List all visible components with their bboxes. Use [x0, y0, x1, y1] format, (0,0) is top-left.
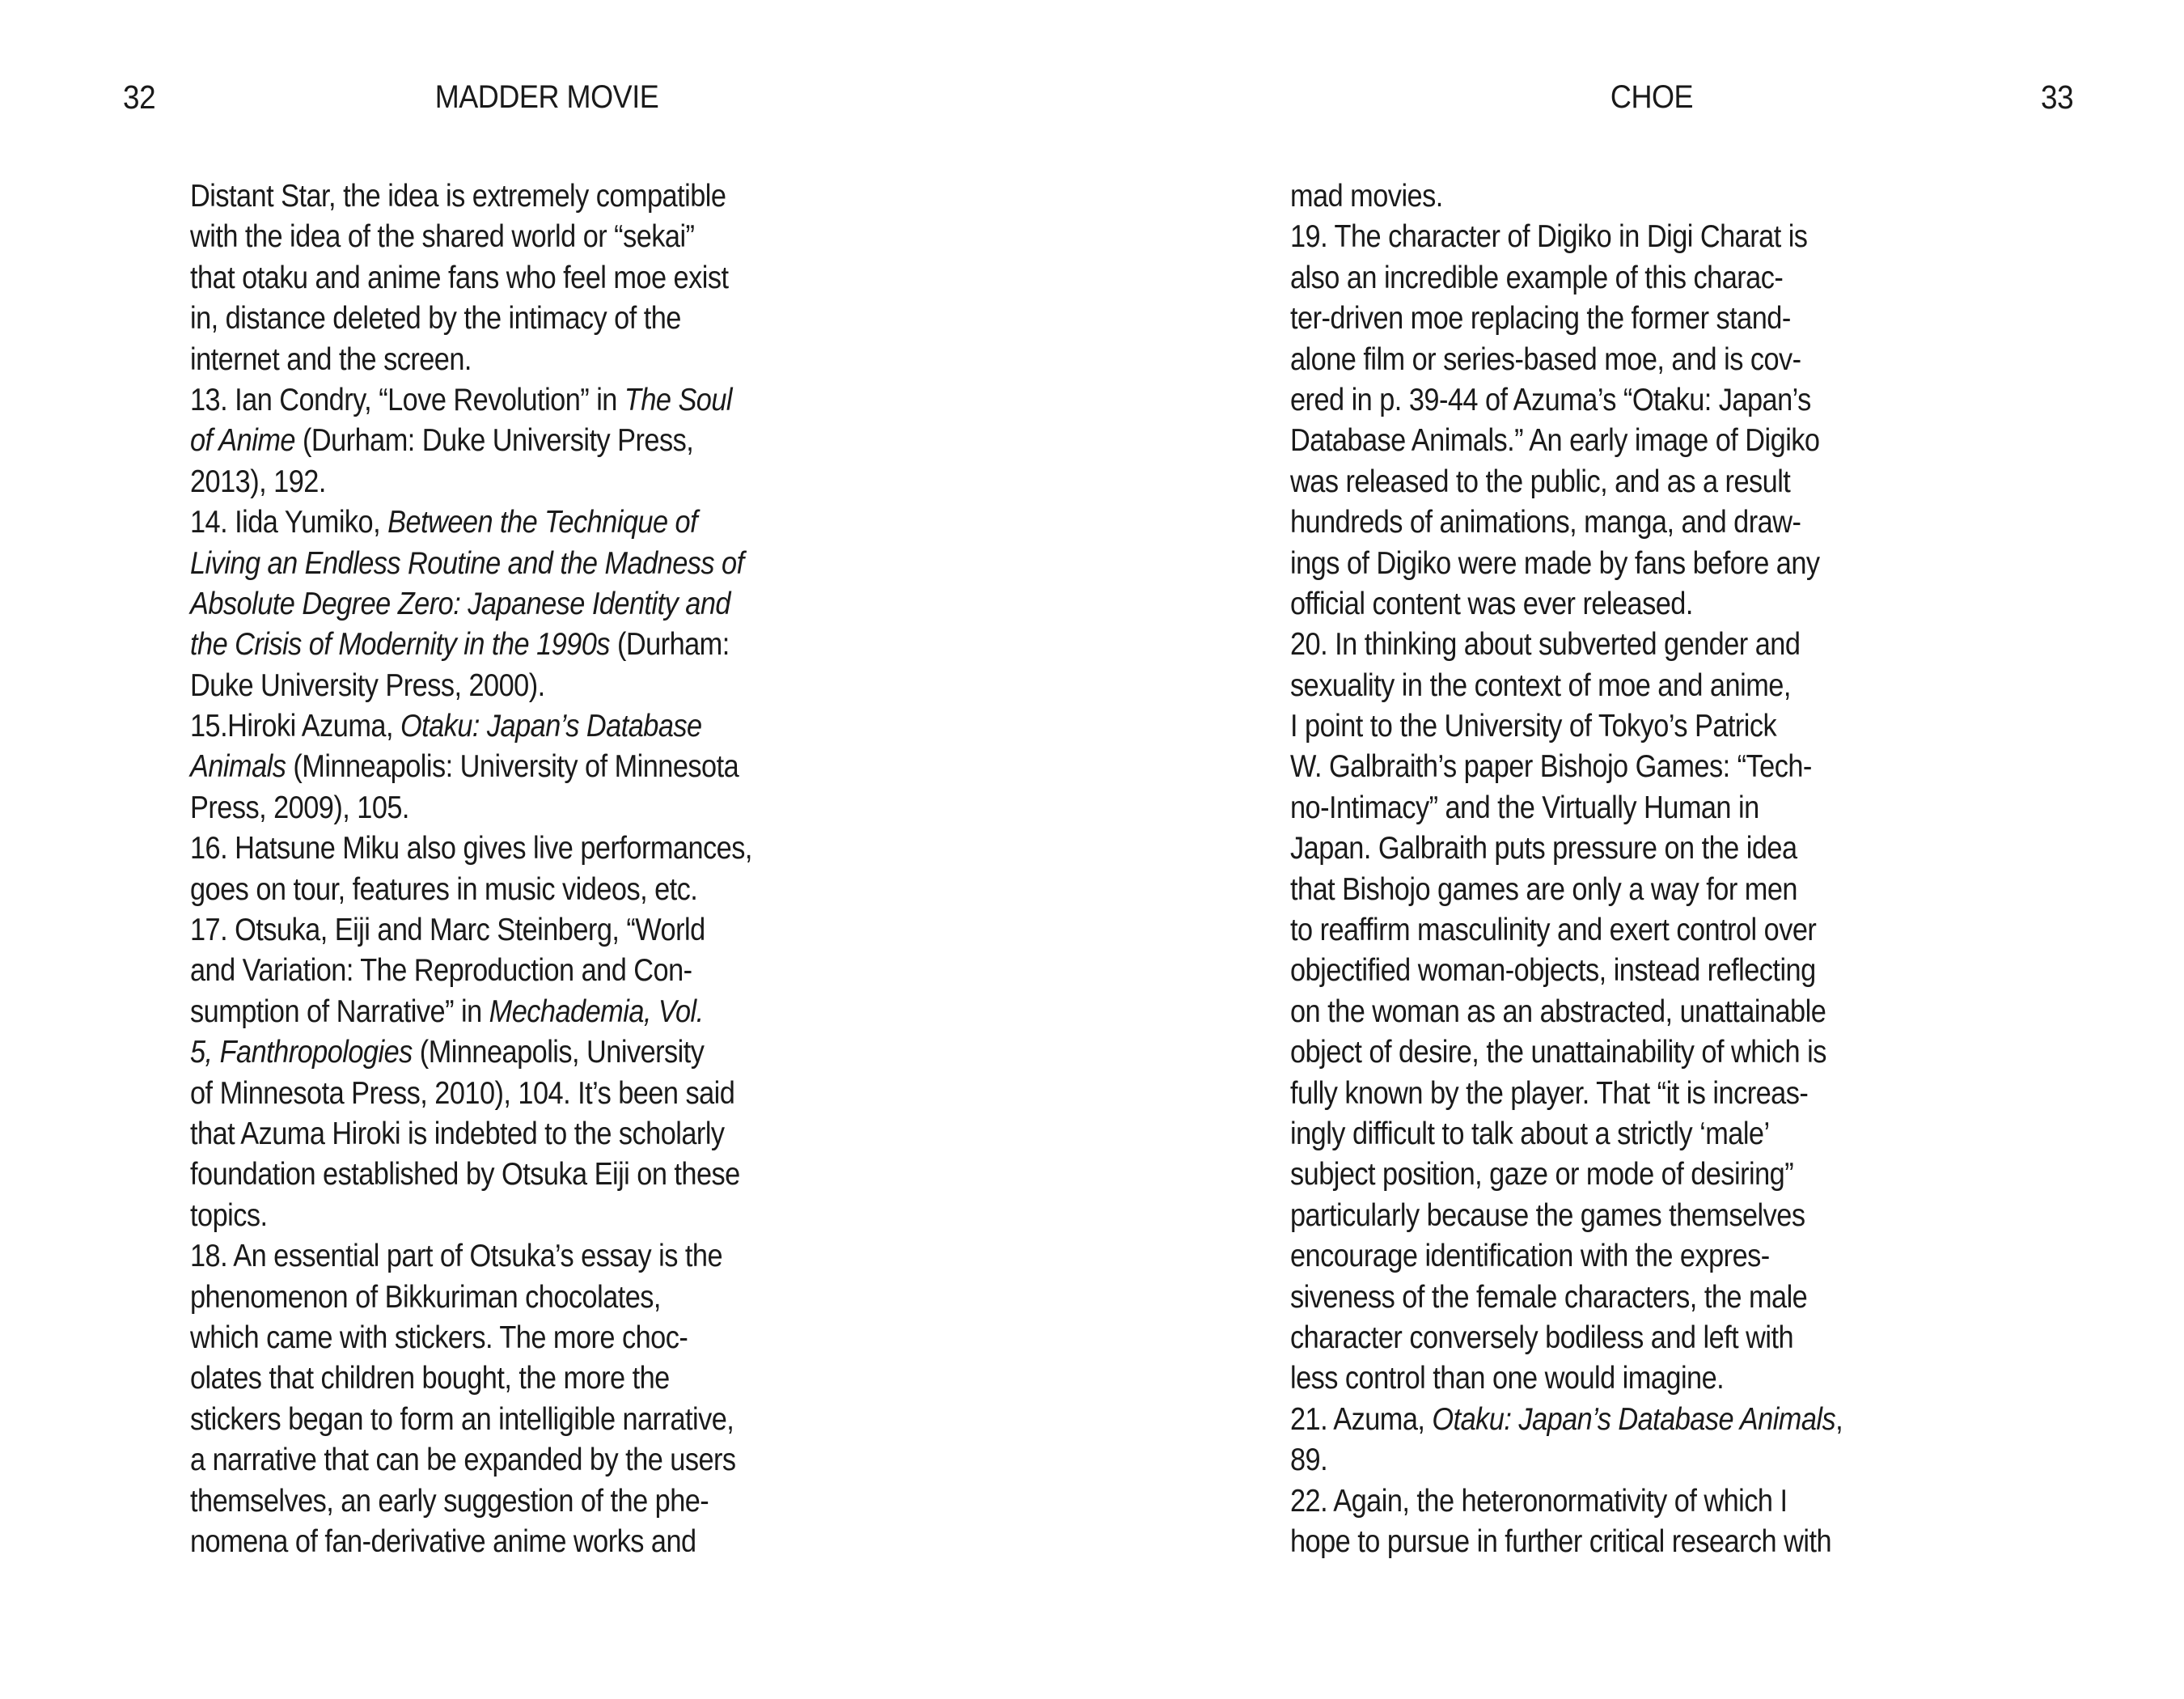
text-line	[1290, 544, 1843, 584]
text-line	[1290, 176, 1843, 217]
text-line	[190, 1155, 752, 1195]
text-line	[190, 502, 752, 543]
text-line	[1290, 340, 1843, 380]
text-line	[190, 1522, 752, 1562]
text-run: Japan. Galbraith puts pressure on the idea	[1290, 831, 1797, 866]
text-run: 89.	[1290, 1443, 1328, 1478]
italic-title: of Anime	[190, 423, 295, 459]
text-line	[1290, 1032, 1843, 1073]
text-line	[190, 217, 752, 257]
text-line	[1290, 1358, 1843, 1399]
text-line	[1290, 258, 1843, 299]
text-run: 19. The character of Digiko in Digi Charat is	[1290, 219, 1808, 255]
right-page	[1092, 0, 2184, 1699]
text-line	[1290, 992, 1843, 1032]
text-run: encourage identification with the expres-	[1290, 1239, 1770, 1274]
text-run: was released to the public, and as a result	[1290, 464, 1791, 499]
text-line	[190, 176, 752, 217]
text-line	[190, 1481, 752, 1522]
text-line	[1290, 828, 1843, 869]
text-run: sexuality in the context of moe and anime,	[1290, 667, 1791, 703]
text-run: ,	[1835, 1401, 1843, 1437]
text-line	[190, 421, 752, 461]
page-number: 32	[123, 78, 156, 116]
text-run: which came with stickers. The more choc-	[190, 1320, 688, 1355]
text-run: stickers began to form an intelligible narrative,	[190, 1401, 734, 1437]
text-run: 18. An essential part of Otsuka’s essay is the	[190, 1239, 723, 1274]
text-line	[190, 1196, 752, 1236]
text-run: goes on tour, features in music videos, etc.	[190, 871, 698, 907]
text-line	[190, 1318, 752, 1358]
text-line	[190, 666, 752, 706]
text-line	[190, 951, 752, 991]
italic-title: Living an Endless Routine and the Madness of	[190, 545, 744, 581]
text-run: fully known by the player. That “it is increas-	[1290, 1075, 1809, 1111]
italic-title: Otaku: Japan’s Database	[400, 709, 702, 744]
running-title: CHOE	[1610, 79, 1694, 115]
text-run: character conversely bodiless and left with	[1290, 1320, 1794, 1355]
text-run: topics.	[190, 1197, 268, 1233]
text-run: particularly because the games themselves	[1290, 1197, 1805, 1233]
text-line	[1290, 502, 1843, 543]
text-line	[1290, 625, 1843, 665]
text-line	[1290, 1074, 1843, 1114]
text-line	[1290, 1155, 1843, 1195]
text-run: in, distance deleted by the intimacy of the	[190, 301, 681, 337]
text-run: that otaku and anime fans who feel moe exist	[190, 260, 729, 295]
italic-title: Absolute Degree Zero: Japanese Identity and	[190, 586, 730, 621]
text-line	[1290, 788, 1843, 828]
text-run: themselves, an early suggestion of the phe-	[190, 1483, 709, 1519]
text-line	[190, 706, 752, 747]
text-run: that Azuma Hiroki is indebted to the scholarly	[190, 1116, 725, 1151]
text-run: less control than one would imagine.	[1290, 1361, 1725, 1396]
text-line	[190, 1114, 752, 1155]
text-line	[1290, 666, 1843, 706]
text-run: (Minneapolis, University	[412, 1035, 705, 1070]
text-run: subject position, gaze or mode of desiring”	[1290, 1157, 1794, 1193]
text-line	[190, 462, 752, 502]
text-run: Duke University Press, 2000).	[190, 667, 545, 703]
text-line	[190, 788, 752, 828]
text-run: siveness of the female characters, the male	[1290, 1279, 1808, 1315]
italic-title: Animals	[190, 749, 286, 785]
text-line	[1290, 1318, 1843, 1358]
text-line	[1290, 217, 1843, 257]
text-run: on the woman as an abstracted, unattainable	[1290, 994, 1826, 1029]
text-line	[1290, 299, 1843, 339]
text-run: 16. Hatsune Miku also gives live performances,	[190, 831, 752, 866]
text-run: I point to the University of Tokyo’s Patrick	[1290, 709, 1777, 744]
text-run: of Minnesota Press, 2010), 104. It’s been said	[190, 1075, 735, 1111]
italic-title: the Crisis of Modernity in the 1990s	[190, 627, 610, 663]
text-line	[1290, 951, 1843, 991]
text-line	[1290, 910, 1843, 951]
italic-title: Between the Technique of	[387, 505, 698, 540]
text-run: objectified woman-objects, instead reflecting	[1290, 953, 1816, 989]
text-line	[190, 584, 752, 625]
text-line	[1290, 1196, 1843, 1236]
text-run: that Bishojo games are only a way for men	[1290, 871, 1797, 907]
text-run: phenomenon of Bikkuriman chocolates,	[190, 1279, 661, 1315]
text-line	[190, 544, 752, 584]
text-line	[1290, 1522, 1843, 1562]
text-line	[190, 1358, 752, 1399]
text-line	[190, 992, 752, 1032]
text-run: hope to pursue in further critical research with	[1290, 1523, 1832, 1559]
running-title: MADDER MOVIE	[434, 79, 659, 115]
text-line	[1290, 380, 1843, 421]
text-run: Distant Star, the idea is extremely compatible	[190, 179, 726, 214]
text-run: 13. Ian Condry, “Love Revolution” in	[190, 382, 624, 417]
text-line	[1290, 747, 1843, 787]
text-line	[1290, 462, 1843, 502]
text-run: internet and the screen.	[190, 341, 472, 377]
text-line	[190, 1032, 752, 1073]
text-line	[190, 1277, 752, 1318]
text-line	[190, 747, 752, 787]
text-run: W. Galbraith’s paper Bishojo Games: “Tech-	[1290, 749, 1812, 785]
text-line	[190, 299, 752, 339]
text-line	[1290, 870, 1843, 910]
text-line	[190, 1236, 752, 1277]
text-line	[1290, 1236, 1843, 1277]
text-run: 15.Hiroki Azuma,	[190, 709, 400, 744]
endnotes-text	[1290, 176, 1918, 1562]
text-run: (Durham:	[609, 627, 730, 663]
text-run: ings of Digiko were made by fans before any	[1290, 545, 1820, 581]
endnotes-text	[190, 176, 829, 1562]
text-run: ingly difficult to talk about a strictly ‘male’	[1290, 1116, 1770, 1151]
text-run: (Durham: Duke University Press,	[294, 423, 694, 459]
text-line	[1290, 1481, 1843, 1522]
text-run: official content was ever released.	[1290, 586, 1693, 621]
text-run: Database Animals.” An early image of Digiko	[1290, 423, 1820, 459]
text-run: no-Intimacy” and the Virtually Human in	[1290, 790, 1759, 825]
italic-title: Mechademia, Vol.	[489, 994, 704, 1029]
text-line	[190, 625, 752, 665]
text-run: 22. Again, the heteronormativity of which I	[1290, 1483, 1788, 1519]
text-line	[1290, 1440, 1843, 1481]
text-run: and Variation: The Reproduction and Con-	[190, 953, 692, 989]
text-line	[190, 340, 752, 380]
text-line	[1290, 1114, 1843, 1155]
text-run: 17. Otsuka, Eiji and Marc Steinberg, “World	[190, 913, 705, 948]
text-line	[190, 1440, 752, 1481]
text-run: 20. In thinking about subverted gender and	[1290, 627, 1801, 663]
text-run: a narrative that can be expanded by the users	[190, 1443, 736, 1478]
text-run: ered in p. 39-44 of Azuma’s “Otaku: Japan’s	[1290, 382, 1811, 417]
text-run: hundreds of animations, manga, and draw-	[1290, 505, 1801, 540]
italic-title: The Soul	[624, 382, 733, 417]
text-run: 2013), 192.	[190, 464, 326, 499]
text-run: alone film or series-based moe, and is cov-	[1290, 341, 1801, 377]
text-line	[190, 380, 752, 421]
text-line	[190, 910, 752, 951]
text-run: object of desire, the unattainability of which is	[1290, 1035, 1826, 1070]
text-line	[1290, 421, 1843, 461]
text-run: sumption of Narrative” in	[190, 994, 489, 1029]
text-run: nomena of fan-derivative anime works and	[190, 1523, 696, 1559]
text-line	[1290, 706, 1843, 747]
text-run: 14. Iida Yumiko,	[190, 505, 388, 540]
text-line	[1290, 1277, 1843, 1318]
text-run: ter-driven moe replacing the former stand-	[1290, 301, 1791, 337]
text-line	[190, 870, 752, 910]
page-number: 33	[2041, 78, 2074, 116]
text-line	[190, 258, 752, 299]
text-line	[1290, 1400, 1843, 1440]
text-line	[190, 1400, 752, 1440]
text-run: with the idea of the shared world or “sekai”	[190, 219, 695, 255]
text-run: to reaffirm masculinity and exert control over	[1290, 913, 1817, 948]
text-run: (Minneapolis: University of Minnesota	[286, 749, 739, 785]
text-run: Press, 2009), 105.	[190, 790, 409, 825]
italic-title: 5, Fanthropologies	[190, 1035, 413, 1070]
text-run: mad movies.	[1290, 179, 1443, 214]
text-line	[190, 828, 752, 869]
text-run: 21. Azuma,	[1290, 1401, 1433, 1437]
text-run: olates that children bought, the more the	[190, 1361, 670, 1396]
text-line	[1290, 584, 1843, 625]
italic-title: Otaku: Japan’s Database Animals	[1432, 1401, 1836, 1437]
text-run: foundation established by Otsuka Eiji on these	[190, 1157, 740, 1193]
text-line	[190, 1074, 752, 1114]
text-run: also an incredible example of this charac-	[1290, 260, 1784, 295]
